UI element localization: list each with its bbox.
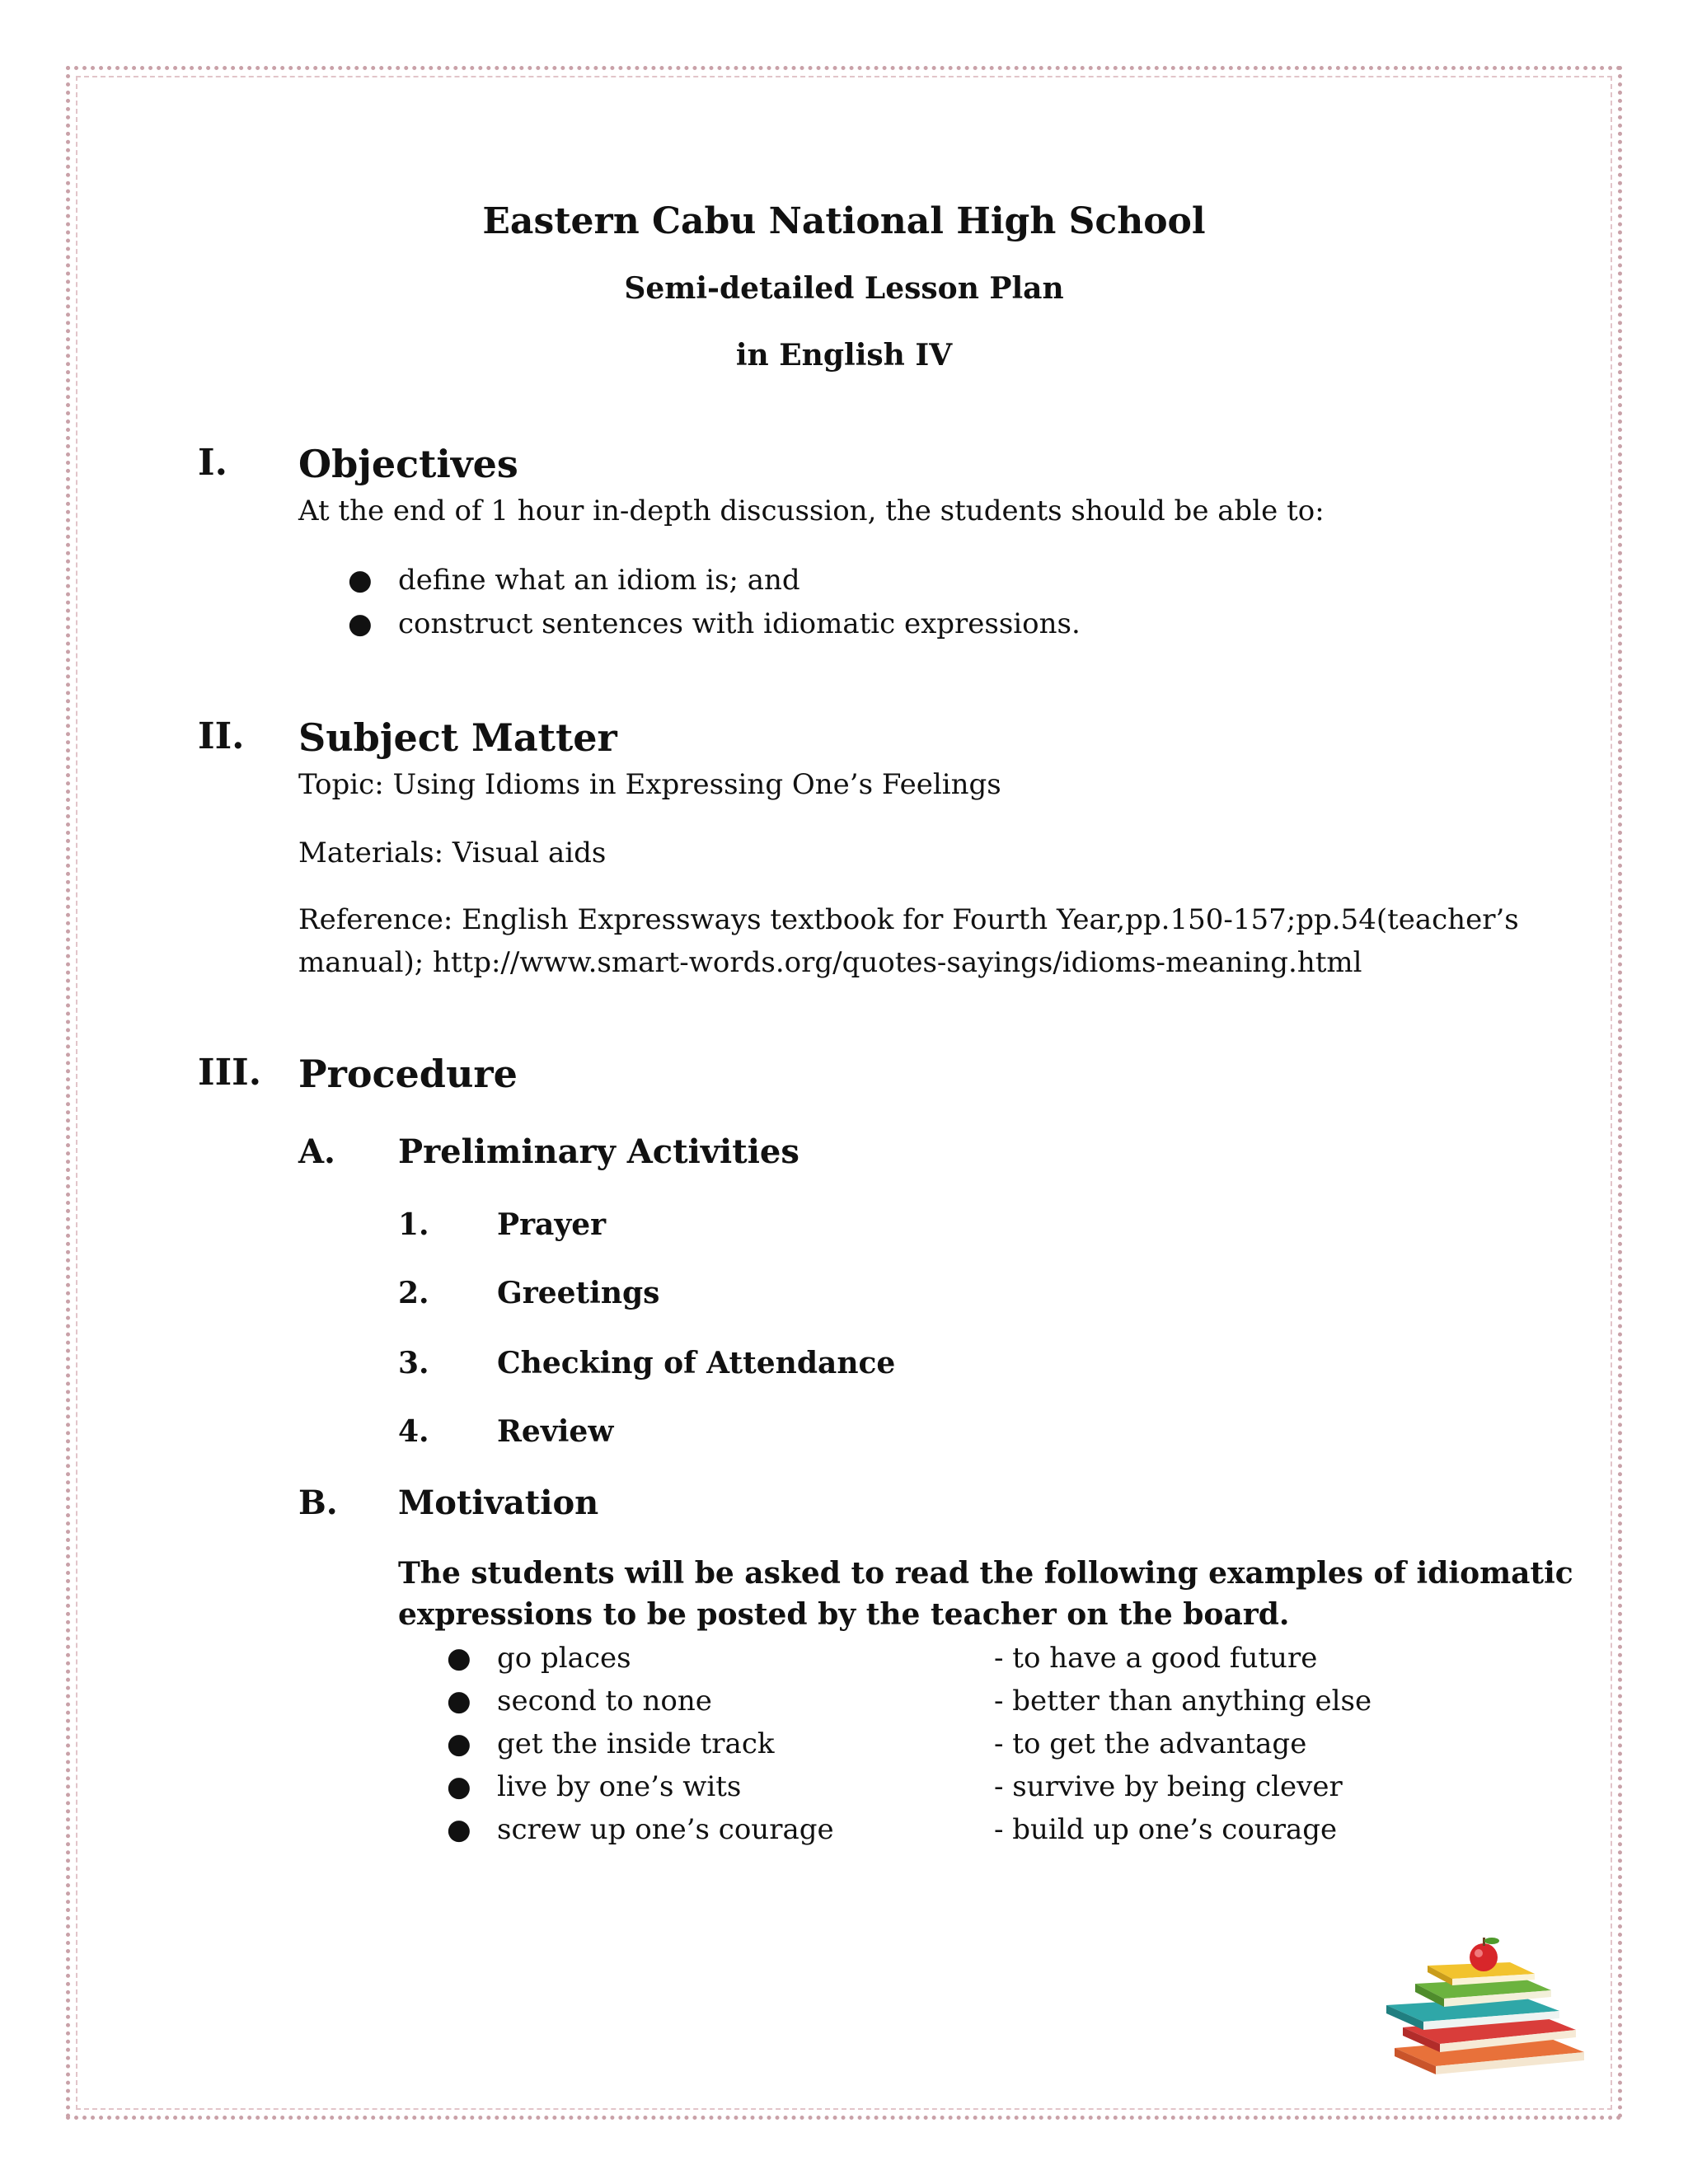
books-with-apple-icon xyxy=(1378,1933,1592,2081)
section-numeral-subject-matter: II. xyxy=(198,715,245,757)
objective-item: define what an idiom is; and xyxy=(398,564,800,597)
objective-item: construct sentences with idiomatic expressions. xyxy=(398,607,1081,640)
step-number: 3. xyxy=(398,1346,429,1380)
subsection-letter-preliminary: A. xyxy=(298,1132,335,1171)
idiom-term: go places xyxy=(497,1642,631,1675)
subject-line: in English IV xyxy=(735,338,953,373)
bullet-icon: ● xyxy=(348,564,373,597)
objectives-intro: At the end of 1 hour in-depth discussion, the students should be able to: xyxy=(298,494,1325,527)
step-number: 4. xyxy=(398,1414,429,1449)
bullet-icon: ● xyxy=(447,1642,471,1675)
motivation-instruction-2: expressions to be posted by the teacher on the board. xyxy=(398,1597,1290,1632)
section-heading-subject-matter: Subject Matter xyxy=(298,715,617,760)
subsection-heading-motivation: Motivation xyxy=(398,1483,599,1522)
bullet-icon: ● xyxy=(447,1685,471,1718)
bullet-icon: ● xyxy=(447,1770,471,1803)
idiom-term: get the inside track xyxy=(497,1727,775,1760)
step-label: Review xyxy=(497,1414,614,1449)
idiom-term: live by one’s wits xyxy=(497,1770,742,1803)
idiom-term: second to none xyxy=(497,1685,712,1718)
section-numeral-objectives: I. xyxy=(198,442,227,484)
section-heading-procedure: Procedure xyxy=(298,1052,518,1096)
idiom-meaning: - to get the advantage xyxy=(994,1727,1307,1760)
bullet-icon: ● xyxy=(348,607,373,640)
bullet-icon: ● xyxy=(447,1727,471,1760)
materials-line: Materials: Visual aids xyxy=(298,837,607,869)
topic-line: Topic: Using Idioms in Expressing One’s Feelings xyxy=(298,768,1001,801)
idiom-meaning: - build up one’s courage xyxy=(994,1813,1338,1846)
step-label: Greetings xyxy=(497,1276,660,1310)
step-number: 2. xyxy=(398,1276,429,1310)
section-heading-objectives: Objectives xyxy=(298,442,518,486)
idiom-meaning: - survive by being clever xyxy=(994,1770,1343,1803)
school-title: Eastern Cabu National High School xyxy=(482,200,1206,242)
step-label: Prayer xyxy=(497,1207,607,1242)
step-number: 1. xyxy=(398,1207,429,1242)
reference-line-1: Reference: English Expressways textbook for Fourth Year,pp.150-157;pp.54(teacher’s xyxy=(298,903,1519,936)
idiom-term: screw up one’s courage xyxy=(497,1813,834,1846)
subsection-letter-motivation: B. xyxy=(298,1483,338,1522)
bullet-icon: ● xyxy=(447,1813,471,1846)
idiom-meaning: - better than anything else xyxy=(994,1685,1372,1718)
subsection-heading-preliminary: Preliminary Activities xyxy=(398,1132,799,1171)
motivation-instruction-1: The students will be asked to read the following examples of idiomatic xyxy=(398,1556,1573,1591)
step-label: Checking of Attendance xyxy=(497,1346,896,1380)
section-numeral-procedure: III. xyxy=(198,1052,262,1094)
idiom-meaning: - to have a good future xyxy=(994,1642,1318,1675)
reference-line-2: manual); http://www.smart-words.org/quotes-sayings/idioms-meaning.html xyxy=(298,946,1362,979)
plan-type: Semi-detailed Lesson Plan xyxy=(624,271,1064,306)
